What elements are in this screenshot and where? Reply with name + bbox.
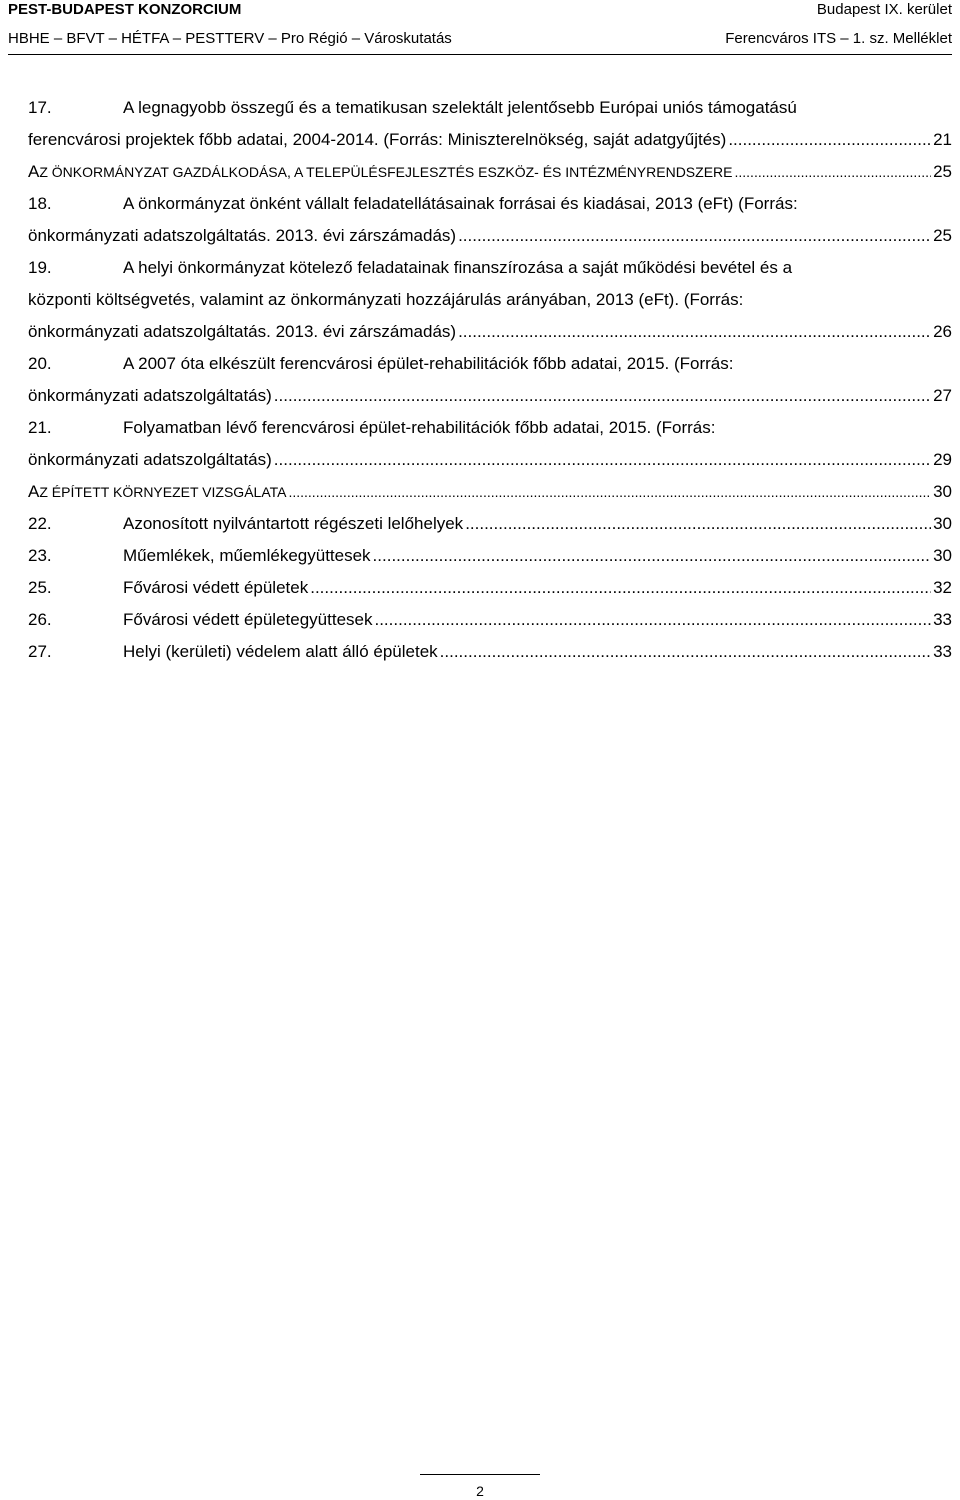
toc-leader-dots <box>310 572 931 604</box>
toc-entry-26[interactable] <box>28 604 952 636</box>
toc-entry-number: 19. <box>28 258 52 277</box>
toc-entry-25[interactable] <box>28 572 952 604</box>
toc-entry-text: Helyi (kerületi) védelem alatt álló épületek <box>123 642 438 661</box>
toc-entry-number: 23. <box>28 546 52 565</box>
toc-section-page: 30 <box>933 482 952 501</box>
footer-rule <box>420 1474 540 1475</box>
header-rule <box>8 54 952 55</box>
header-partners: HBHE – BFVT – HÉTFA – PESTTERV – Pro Régió – Városkutatás <box>8 30 452 47</box>
page-header <box>8 0 952 54</box>
toc-section-finances[interactable] <box>28 156 952 188</box>
toc-entry-number: 17. <box>28 98 52 117</box>
toc-entry-text: Fővárosi védett épületek <box>123 578 309 597</box>
toc-leader-dots <box>735 156 932 188</box>
toc-entry-number: 22. <box>28 514 52 533</box>
toc-entry-23[interactable] <box>28 540 952 572</box>
header-row-bottom <box>8 29 952 49</box>
toc-entry-page: 26 <box>933 322 952 341</box>
toc-entry-text: önkormányzati adatszolgáltatás. 2013. évi zárszámadás) <box>28 322 457 341</box>
toc-entry-number: 18. <box>28 194 52 213</box>
toc-entry-text: Műemlékek, műemlékegyüttesek <box>123 546 371 565</box>
toc-entry-number: 26. <box>28 610 52 629</box>
toc-entry-number: 20. <box>28 354 52 373</box>
toc-entry-text: önkormányzati adatszolgáltatás. 2013. évi zárszámadás) <box>28 226 457 245</box>
toc-entry-text: ferencvárosi projektek főbb adatai, 2004-2014. (Forrás: Miniszterelnökség, saját adatgyűjtés) <box>28 130 727 149</box>
header-consortium: PEST-BUDAPEST KONZORCIUM <box>8 1 242 18</box>
toc-leader-dots <box>288 476 931 508</box>
toc-entry-text: A legnagyobb összegű és a tematikusan szelektált jelentősebb Európai uniós támogatású <box>123 98 797 117</box>
toc-section-page: 25 <box>933 162 952 181</box>
toc-entry-20[interactable] <box>28 348 952 412</box>
toc-leader-dots <box>374 604 931 636</box>
toc-entry-27[interactable] <box>28 636 952 668</box>
toc-section-title: Z ÉPÍTETT KÖRNYEZET VIZSGÁLATA <box>39 484 287 500</box>
toc-section-initial: A <box>28 162 40 181</box>
toc-leader-dots <box>373 540 932 572</box>
toc-entry-page: 30 <box>933 514 952 533</box>
toc-entry-page: 25 <box>933 226 952 245</box>
header-row-top <box>8 0 952 20</box>
toc-entry-number: 21. <box>28 418 52 437</box>
toc-entry-18[interactable] <box>28 188 952 252</box>
page-number: 2 <box>476 1483 484 1499</box>
toc-entry-page: 30 <box>933 546 952 565</box>
toc-entry-page: 27 <box>933 386 952 405</box>
toc-entry-page: 33 <box>933 642 952 661</box>
toc-entry-text: A helyi önkormányzat kötelező feladatainak finanszírozása a saját működési bevétel és a <box>123 258 793 277</box>
toc-leader-dots <box>728 124 931 156</box>
toc-entry-19[interactable] <box>28 252 952 348</box>
toc-leader-dots <box>440 636 931 668</box>
toc-leader-dots <box>274 444 931 476</box>
toc-section-title: Z ÖNKORMÁNYZAT GAZDÁLKODÁSA, A TELEPÜLÉSFEJLESZTÉS ESZKÖZ- ÉS INTÉZMÉNYRENDSZERE <box>39 164 733 180</box>
toc-entry-text: Azonosított nyilvántartott régészeti lelőhelyek <box>123 514 464 533</box>
toc-entry-number: 25. <box>28 578 52 597</box>
toc-entry-page: 29 <box>933 450 952 469</box>
toc-leader-dots <box>458 220 931 252</box>
toc-entry-page: 33 <box>933 610 952 629</box>
toc-entry-text: önkormányzati adatszolgáltatás) <box>28 386 272 405</box>
toc-entry-text: A 2007 óta elkészült ferencvárosi épület-rehabilitációk főbb adatai, 2015. (Forrás: <box>123 354 734 373</box>
toc-leader-dots <box>458 316 931 348</box>
toc-section-built-environment[interactable] <box>28 476 952 508</box>
toc-leader-dots <box>274 380 931 412</box>
toc-entry-text: Fővárosi védett épületegyüttesek <box>123 610 373 629</box>
toc-entry-text: A önkormányzat önként vállalt feladatellátásainak forrásai és kiadásai, 2013 (eFt) (Forrás: <box>123 194 798 213</box>
toc-entry-21[interactable] <box>28 412 952 476</box>
toc-section-initial: A <box>28 482 40 501</box>
toc-entry-22[interactable] <box>28 508 952 540</box>
toc-entry-text: Folyamatban lévő ferencvárosi épület-rehabilitációk főbb adatai, 2015. (Forrás: <box>123 418 716 437</box>
toc-entry-17[interactable] <box>28 92 952 156</box>
header-district: Budapest IX. kerület <box>816 1 952 18</box>
toc-leader-dots <box>465 508 931 540</box>
toc-entry-number: 27. <box>28 642 52 661</box>
toc-entry-page: 32 <box>933 578 952 597</box>
toc-entry-page: 21 <box>933 130 952 149</box>
toc-entry-text: központi költségvetés, valamint az önkormányzati hozzájárulás arányában, 2013 (eFt). (Forrás: <box>28 290 744 309</box>
table-of-contents <box>28 92 952 668</box>
header-document: Ferencváros ITS – 1. sz. Melléklet <box>725 30 952 47</box>
toc-entry-text: önkormányzati adatszolgáltatás) <box>28 450 272 469</box>
